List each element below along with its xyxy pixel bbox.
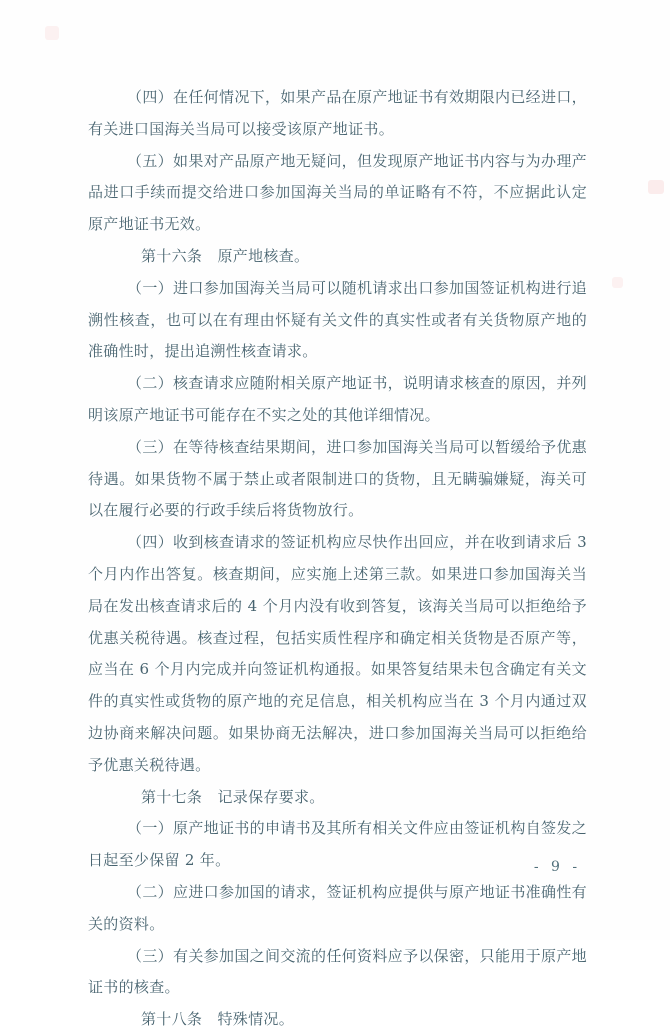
article-heading: 第十八条 特殊情况。 [141, 1010, 295, 1029]
paragraph: （四）在任何情况下，如果产品在原产地证书有效期限内已经进口，有关进口国海关当局可以接受该原产地证书。 [88, 88, 587, 138]
paragraph: （二）应进口参加国的请求，签证机构应提供与原产地证书准确性有关的资料。 [88, 882, 587, 933]
article-heading: 第十六条 原产地核查。 [141, 246, 310, 265]
paragraph: （一）进口参加国海关当局可以随机请求出口参加国签证机构进行追溯性核查，也可以在有理由怀疑有关文件的真实性或者有关货物原产地的准确性时，提出追溯性核查请求。 [88, 278, 587, 361]
paragraph: （三）有关参加国之间交流的任何资料应予以保密，只能用于原产地证书的核查。 [88, 946, 587, 997]
body-text [88, 82, 587, 1036]
paragraph: （四）收到核查请求的签证机构应尽快作出回应，并在收到请求后 3 个月内作出答复。核查期间，应实施上述第三款。如果进口参加国海关当局在发出核查请求后的 4 个月内没有收到答复，该海关当局可以拒绝给予优惠关税待遇。核查过程，包括实质性程序和确定相关货物是否原产等，应当在 6 个月内完成并向签证机构通报。如果答复结果未包含确定有关文件的真实性或货物的原产地的充足信息，相关机构应当在 3 个月内通过双边协商来解决问题。如果协商无法解决，进口参加国海关当局可以拒绝给予优惠关税待遇。 [88, 533, 587, 774]
paragraph: （二）核查请求应随附相关原产地证书，说明请求核查的原因，并列明该原产地证书可能存在不实之处的其他详细情况。 [88, 374, 587, 424]
paragraph: （三）在等待核查结果期间，进口参加国海关当局可以暂缓给予优惠待遇。如果货物不属于禁止或者限制进口的货物，且无瞒骗嫌疑，海关可以在履行必要的行政手续后将货物放行。 [88, 437, 587, 520]
paragraph: （一）原产地证书的申请书及其所有相关文件应由签证机构自签发之日起至少保留 2 年。 [88, 819, 587, 870]
scan-artifact [45, 26, 59, 40]
paragraph: （五）如果对产品原产地无疑问，但发现原产地证书内容与为办理产品进口手续而提交给进口参加国海关当局的单证略有不符，不应据此认定原产地证书无效。 [88, 151, 587, 234]
scan-artifact [648, 180, 664, 194]
article-heading: 第十七条 记录保存要求。 [141, 787, 325, 806]
page-number: - 9 - [533, 859, 582, 875]
scan-artifact [612, 277, 623, 288]
